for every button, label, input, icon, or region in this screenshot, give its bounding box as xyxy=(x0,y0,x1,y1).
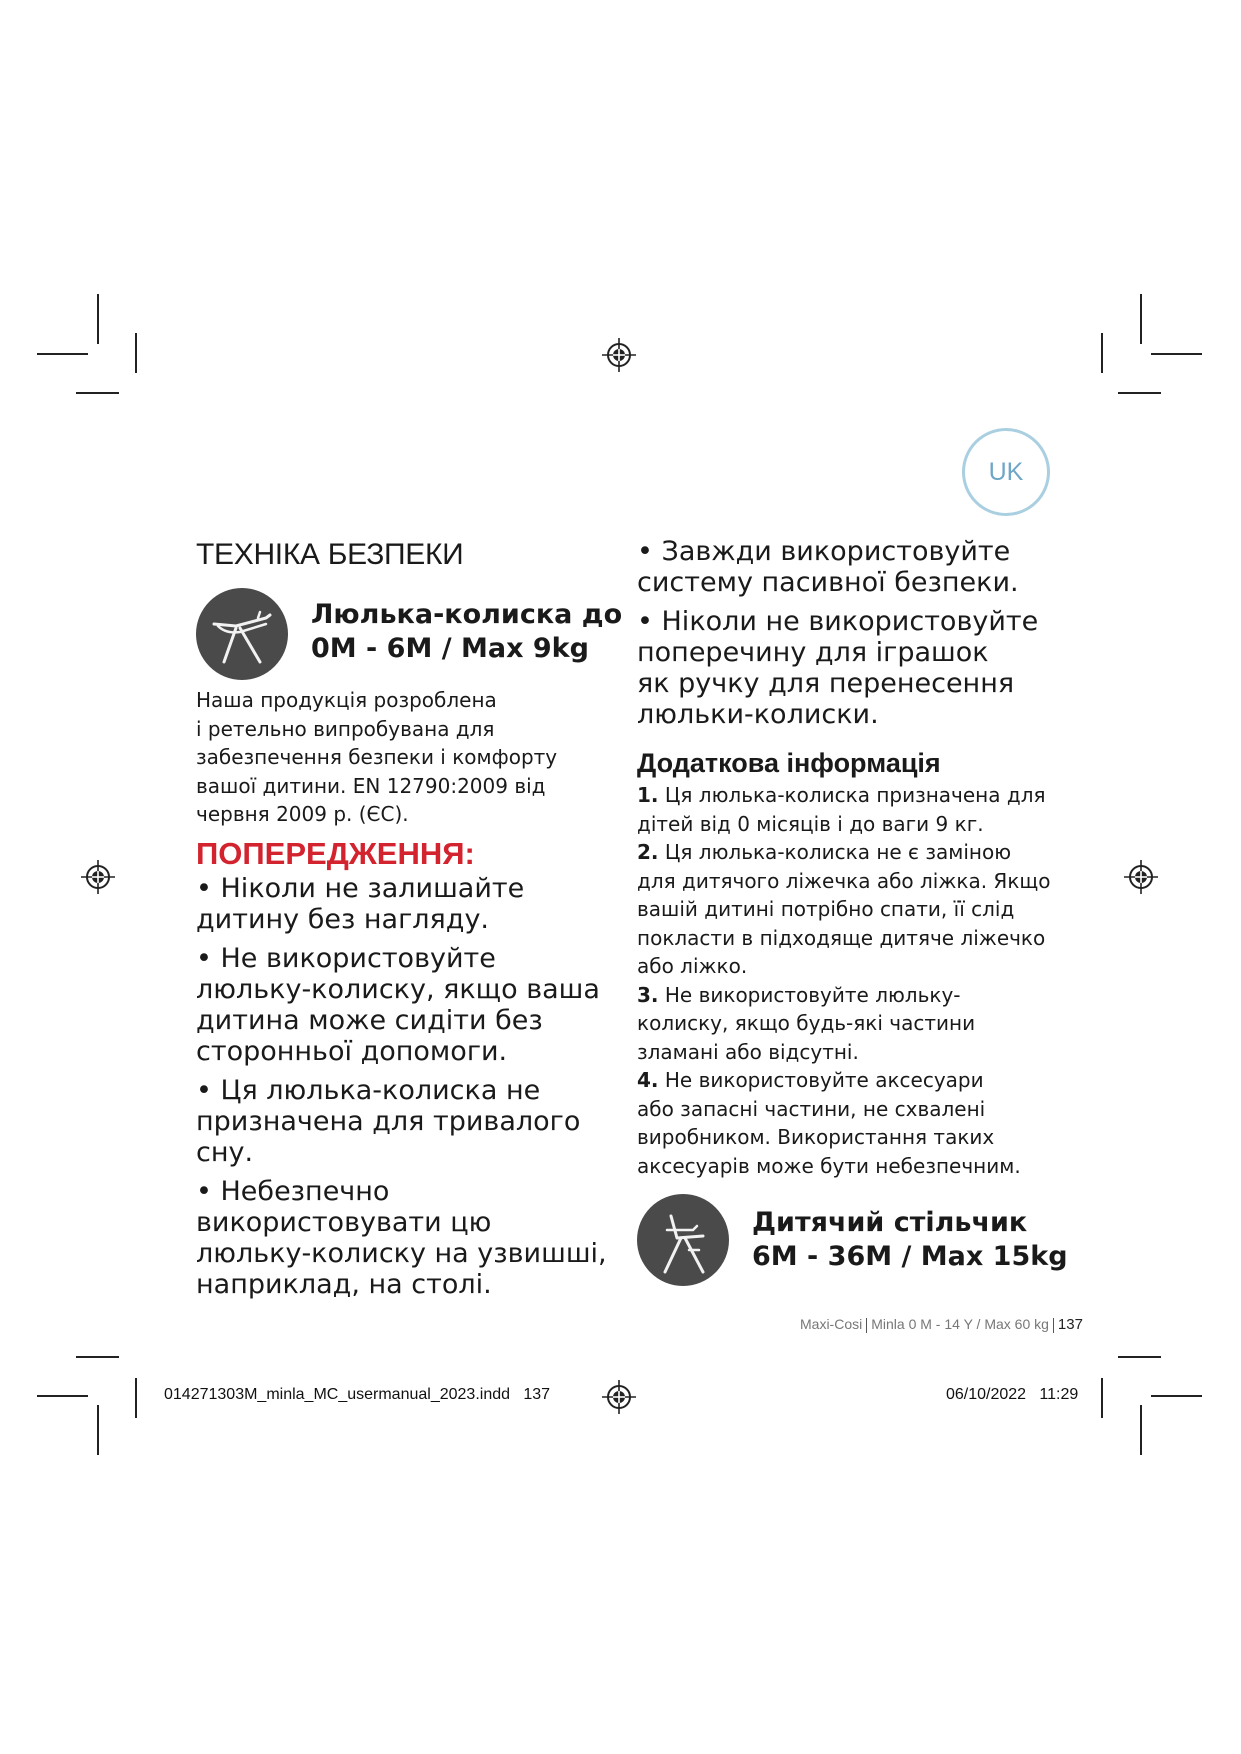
warning-line: дитину без нагляду. xyxy=(196,904,490,935)
warning-line: • Ніколи не використовуйте xyxy=(637,606,1039,637)
product-title-line: Дитячий стільчик xyxy=(752,1207,1028,1238)
registration-mark-icon xyxy=(81,860,115,894)
info-item xyxy=(637,981,1050,1067)
info-line xyxy=(637,981,1050,1010)
info-line: колиску, якщо будь-які частини xyxy=(637,1011,976,1035)
slug-filename xyxy=(164,1386,550,1404)
warning-line: систему пасивної безпеки. xyxy=(637,567,1019,598)
info-line: або ліжко. xyxy=(637,954,748,978)
info-line: вашій дитині потрібно спати, її слід xyxy=(637,897,1015,921)
language-badge xyxy=(962,428,1050,516)
warning-line: призначена для тривалого xyxy=(196,1106,581,1137)
info-line xyxy=(637,838,1050,867)
slug-datetime xyxy=(946,1386,1078,1404)
warning-line: • Ніколи не залишайте xyxy=(196,873,525,904)
warning-line: сну. xyxy=(196,1137,254,1168)
warning-title: ПОПЕРЕДЖЕННЯ: xyxy=(196,836,475,871)
info-line: аксесуарів може бути небезпечним. xyxy=(637,1153,1021,1178)
slug-date: 06/10/2022 xyxy=(946,1386,1027,1403)
section-title: ТЕХНІКА БЕЗПЕКИ xyxy=(196,538,464,571)
slug-file: 014271303M_minla_MC_usermanual_2023.indd xyxy=(164,1386,511,1403)
info-number: 4. xyxy=(637,1068,659,1092)
info-text: Не використовуйте люльку- xyxy=(664,982,961,1007)
product-title-high-chair xyxy=(752,1206,1068,1274)
warning-list-right xyxy=(637,536,1038,738)
warning-list-left xyxy=(196,873,607,1308)
warning-item xyxy=(196,943,607,1067)
footer-brand: Maxi-Cosi xyxy=(800,1316,863,1332)
info-line xyxy=(637,1066,1050,1095)
intro-paragraph xyxy=(196,686,616,829)
info-text: Ця люлька-колиска призначена для xyxy=(664,783,1046,807)
info-line: дітей від 0 місяців і до ваги 9 кг. xyxy=(637,811,984,836)
info-item xyxy=(637,781,1050,838)
warning-line: поперечину для іграшок xyxy=(637,637,989,668)
intro-line: забезпечення безпеки і комфорту xyxy=(196,745,558,769)
registration-mark-icon xyxy=(602,338,636,372)
info-text: Не використовуйте аксесуари xyxy=(664,1068,984,1092)
warning-line: люльки-колиски. xyxy=(637,699,879,730)
warning-line: • Небезпечно xyxy=(196,1176,390,1207)
language-code: UK xyxy=(988,457,1024,486)
warning-line: використовувати цю xyxy=(196,1207,492,1238)
warning-line: люльку-колиску, якщо ваша xyxy=(196,974,600,1005)
info-item xyxy=(637,838,1050,981)
warning-line: дитина може сидіти без xyxy=(196,1005,543,1036)
slug-page: 137 xyxy=(523,1386,551,1403)
warning-item xyxy=(637,536,1038,598)
additional-info-title: Додаткова інформація xyxy=(637,748,941,778)
info-text: Ця люлька-колиска не є заміною xyxy=(664,840,1012,864)
info-line: для дитячого ліжечка або ліжка. Якщо xyxy=(637,868,1051,893)
info-number: 3. xyxy=(637,982,659,1007)
additional-info-list xyxy=(637,781,1050,1180)
registration-mark-icon xyxy=(602,1380,636,1414)
product-title-line: 0M - 6M / Max 9kg xyxy=(311,633,589,664)
warning-item xyxy=(637,606,1038,730)
warning-line: • Ця люлька-колиска не xyxy=(196,1075,541,1106)
page-footer xyxy=(800,1316,1083,1333)
warning-line: • Завжди використовуйте xyxy=(637,536,1011,567)
product-title-cradle xyxy=(311,598,622,666)
slug-time: 11:29 xyxy=(1039,1386,1079,1403)
page-number: 137 xyxy=(1057,1316,1083,1333)
warning-line: люльку-колиску на узвишші, xyxy=(196,1238,607,1269)
high-chair-icon xyxy=(637,1194,729,1286)
product-title-line: 6M - 36M / Max 15kg xyxy=(752,1241,1068,1272)
product-title-line: Люлька-колиска до xyxy=(311,599,623,630)
warning-item xyxy=(196,1075,607,1168)
info-line: або запасні частини, не схвалені xyxy=(637,1096,986,1121)
info-number: 2. xyxy=(637,840,659,864)
info-line: виробником. Використання таких xyxy=(637,1125,995,1149)
warning-line: наприклад, на столі. xyxy=(196,1269,492,1300)
intro-line: червня 2009 р. (ЄС). xyxy=(196,802,409,826)
intro-line: Наша продукція розроблена xyxy=(196,688,497,712)
footer-model: Minla 0 M - 14 Y / Max 60 kg xyxy=(871,1316,1049,1332)
warning-line: як ручку для перенесення xyxy=(637,668,1015,699)
intro-line: і ретельно випробувана для xyxy=(196,716,495,741)
cradle-icon xyxy=(196,588,288,680)
warning-line: сторонньої допомоги. xyxy=(196,1036,508,1067)
info-line: покласти в підходяще дитяче ліжечко xyxy=(637,925,1046,950)
info-item xyxy=(637,1066,1050,1180)
warning-item xyxy=(196,1176,607,1300)
intro-line: вашої дитини. EN 12790:2009 від xyxy=(196,773,546,798)
registration-mark-icon xyxy=(1124,860,1158,894)
warning-line: • Не використовуйте xyxy=(196,943,496,974)
warning-item xyxy=(196,873,607,935)
info-number: 1. xyxy=(637,783,659,807)
info-line: зламані або відсутні. xyxy=(637,1039,859,1064)
info-line xyxy=(637,781,1050,810)
